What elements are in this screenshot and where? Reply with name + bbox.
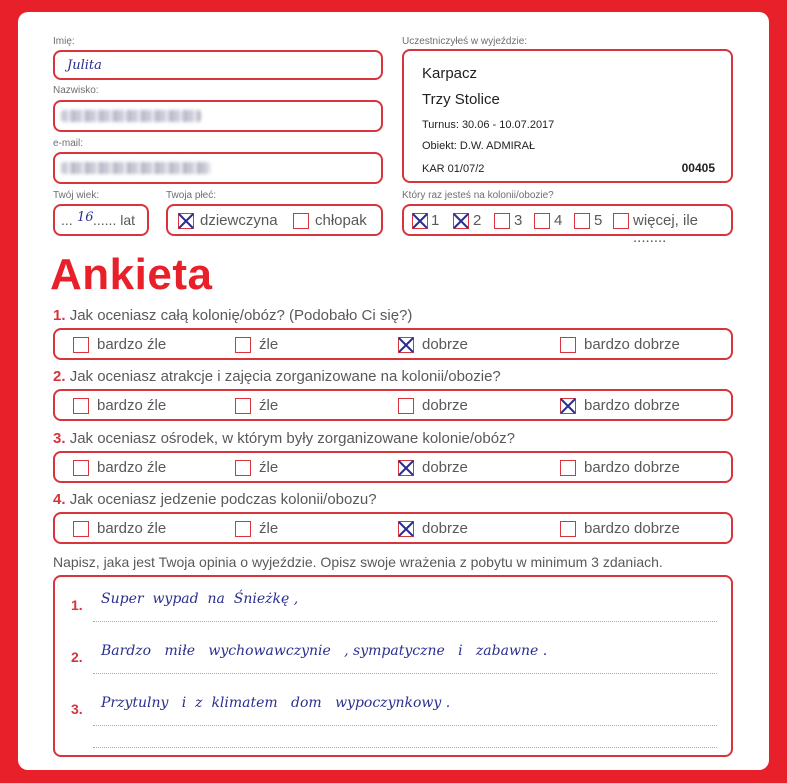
opinion-line-4-rule bbox=[93, 747, 717, 748]
opinion-line-2-rule bbox=[93, 673, 717, 674]
q2-zle-label: źle bbox=[259, 397, 279, 414]
times-3-label: 3 bbox=[514, 212, 523, 229]
opinion-line-3-text: Przytulny i z klimatem dom wypoczynkowy . bbox=[101, 695, 451, 711]
age-suffix: ...... lat bbox=[93, 212, 136, 228]
times-4-checkbox[interactable] bbox=[534, 213, 550, 229]
gender-field bbox=[166, 204, 383, 236]
surname-label: Nazwisko: bbox=[53, 85, 99, 96]
q1-bardzo-dobrze-label: bardzo dobrze bbox=[584, 336, 680, 353]
times-label: Który raz jesteś na kolonii/obozie? bbox=[402, 190, 554, 201]
q4-dobrze-checkbox[interactable] bbox=[398, 521, 414, 537]
q3-bardzo-zle-checkbox[interactable] bbox=[73, 460, 89, 476]
times-3-checkbox[interactable] bbox=[494, 213, 510, 229]
gender-label: Twoja płeć: bbox=[166, 190, 217, 201]
camp-label: Uczestniczyłeś w wyjeździe: bbox=[402, 36, 528, 47]
q1-bardzo-zle-checkbox[interactable] bbox=[73, 337, 89, 353]
question-2-number: 2. bbox=[53, 368, 66, 385]
q3-zle-checkbox[interactable] bbox=[235, 460, 251, 476]
opinion-line-2-number: 2. bbox=[71, 649, 83, 665]
email-label: e-mail: bbox=[53, 138, 84, 149]
question-1-text: Jak oceniasz całą kolonię/obóz? (Podobało Ci się?) bbox=[69, 307, 413, 324]
age-label: Twój wiek: bbox=[53, 190, 100, 201]
camp-name: Trzy Stolice bbox=[422, 91, 500, 108]
question-2 bbox=[53, 368, 501, 385]
opinion-box[interactable] bbox=[53, 575, 733, 757]
question-4-text: Jak oceniasz jedzenie podczas kolonii/obozu? bbox=[69, 491, 377, 508]
camp-code: KAR 01/07/2 bbox=[422, 163, 485, 175]
question-4 bbox=[53, 491, 377, 508]
q1-zle-checkbox[interactable] bbox=[235, 337, 251, 353]
survey-sheet bbox=[18, 12, 769, 770]
camp-turnus: Turnus: 30.06 - 10.07.2017 bbox=[422, 119, 555, 131]
q3-dobrze-label: dobrze bbox=[422, 459, 468, 476]
question-4-number: 4. bbox=[53, 491, 66, 508]
times-2-label: 2 bbox=[473, 212, 482, 229]
question-3-options bbox=[53, 451, 733, 483]
times-1-label: 1 bbox=[431, 212, 440, 229]
gender-boy-label: chłopak bbox=[315, 212, 367, 229]
question-4-options bbox=[53, 512, 733, 544]
q1-dobrze-label: dobrze bbox=[422, 336, 468, 353]
name-value: Julita bbox=[67, 58, 102, 73]
email-redacted bbox=[61, 162, 211, 174]
q1-zle-label: źle bbox=[259, 336, 279, 353]
age-prefix: ... bbox=[61, 212, 73, 228]
q2-bardzo-zle-label: bardzo źle bbox=[97, 397, 167, 414]
gender-girl-label: dziewczyna bbox=[200, 212, 278, 229]
opinion-line-3-number: 3. bbox=[71, 701, 83, 717]
question-2-options bbox=[53, 389, 733, 421]
q2-bardzo-zle-checkbox[interactable] bbox=[73, 398, 89, 414]
q3-bardzo-zle-label: bardzo źle bbox=[97, 459, 167, 476]
q3-bardzo-dobrze-label: bardzo dobrze bbox=[584, 459, 680, 476]
question-1-number: 1. bbox=[53, 307, 66, 324]
survey-title: Ankieta bbox=[50, 250, 213, 299]
q2-bardzo-dobrze-label: bardzo dobrze bbox=[584, 397, 680, 414]
q4-bardzo-dobrze-label: bardzo dobrze bbox=[584, 520, 680, 537]
times-more-checkbox[interactable] bbox=[613, 213, 629, 229]
q3-dobrze-checkbox[interactable] bbox=[398, 460, 414, 476]
surname-redacted bbox=[61, 110, 201, 122]
age-value: 16 bbox=[77, 210, 94, 225]
q1-bardzo-dobrze-checkbox[interactable] bbox=[560, 337, 576, 353]
question-3 bbox=[53, 430, 515, 447]
times-2-checkbox[interactable] bbox=[453, 213, 469, 229]
q3-zle-label: źle bbox=[259, 459, 279, 476]
q4-bardzo-zle-checkbox[interactable] bbox=[73, 521, 89, 537]
surname-field[interactable] bbox=[53, 100, 383, 132]
opinion-line-2-text: Bardzo miłe wychowawczynie , sympatyczne i zabawne . bbox=[101, 643, 548, 659]
camp-obiekt: Obiekt: D.W. ADMIRAŁ bbox=[422, 140, 536, 152]
opinion-line-1-number: 1. bbox=[71, 597, 83, 613]
opinion-line-1-text: Super wypad na Śnieżkę , bbox=[101, 591, 299, 607]
times-5-checkbox[interactable] bbox=[574, 213, 590, 229]
name-field[interactable] bbox=[53, 50, 383, 80]
opinion-line-1-rule bbox=[93, 621, 717, 622]
q2-bardzo-dobrze-checkbox[interactable] bbox=[560, 398, 576, 414]
question-3-text: Jak oceniasz ośrodek, w którym były zorganizowane kolonie/obóz? bbox=[69, 430, 515, 447]
q4-zle-checkbox[interactable] bbox=[235, 521, 251, 537]
times-more-label: więcej, ile ........ bbox=[633, 212, 699, 246]
camp-number: 00405 bbox=[681, 161, 715, 175]
times-field bbox=[402, 204, 733, 246]
q2-zle-checkbox[interactable] bbox=[235, 398, 251, 414]
question-3-number: 3. bbox=[53, 430, 66, 447]
q1-dobrze-checkbox[interactable] bbox=[398, 337, 414, 353]
q3-bardzo-dobrze-checkbox[interactable] bbox=[560, 460, 576, 476]
camp-info-box bbox=[402, 49, 733, 183]
question-2-text: Jak oceniasz atrakcje i zajęcia zorganizowane na kolonii/obozie? bbox=[69, 368, 501, 385]
gender-boy-checkbox[interactable] bbox=[293, 213, 309, 229]
q4-dobrze-label: dobrze bbox=[422, 520, 468, 537]
q2-dobrze-checkbox[interactable] bbox=[398, 398, 414, 414]
gender-girl-checkbox[interactable] bbox=[178, 213, 194, 229]
name-label: Imię: bbox=[53, 36, 75, 47]
age-field[interactable] bbox=[53, 204, 149, 236]
times-4-label: 4 bbox=[554, 212, 563, 229]
q4-bardzo-dobrze-checkbox[interactable] bbox=[560, 521, 576, 537]
opinion-line-3-rule bbox=[93, 725, 717, 726]
question-1-options bbox=[53, 328, 733, 360]
q4-zle-label: źle bbox=[259, 520, 279, 537]
camp-place: Karpacz bbox=[422, 65, 478, 82]
q4-bardzo-zle-label: bardzo źle bbox=[97, 520, 167, 537]
q1-bardzo-zle-label: bardzo źle bbox=[97, 336, 167, 353]
q2-dobrze-label: dobrze bbox=[422, 397, 468, 414]
question-1 bbox=[53, 307, 412, 324]
opinion-prompt: Napisz, jaka jest Twoja opinia o wyjeździe. Opisz swoje wrażenia z pobytu w minimum 3 zdaniach. bbox=[53, 554, 663, 570]
times-1-checkbox[interactable] bbox=[412, 213, 428, 229]
email-field[interactable] bbox=[53, 152, 383, 184]
times-5-label: 5 bbox=[594, 212, 603, 229]
